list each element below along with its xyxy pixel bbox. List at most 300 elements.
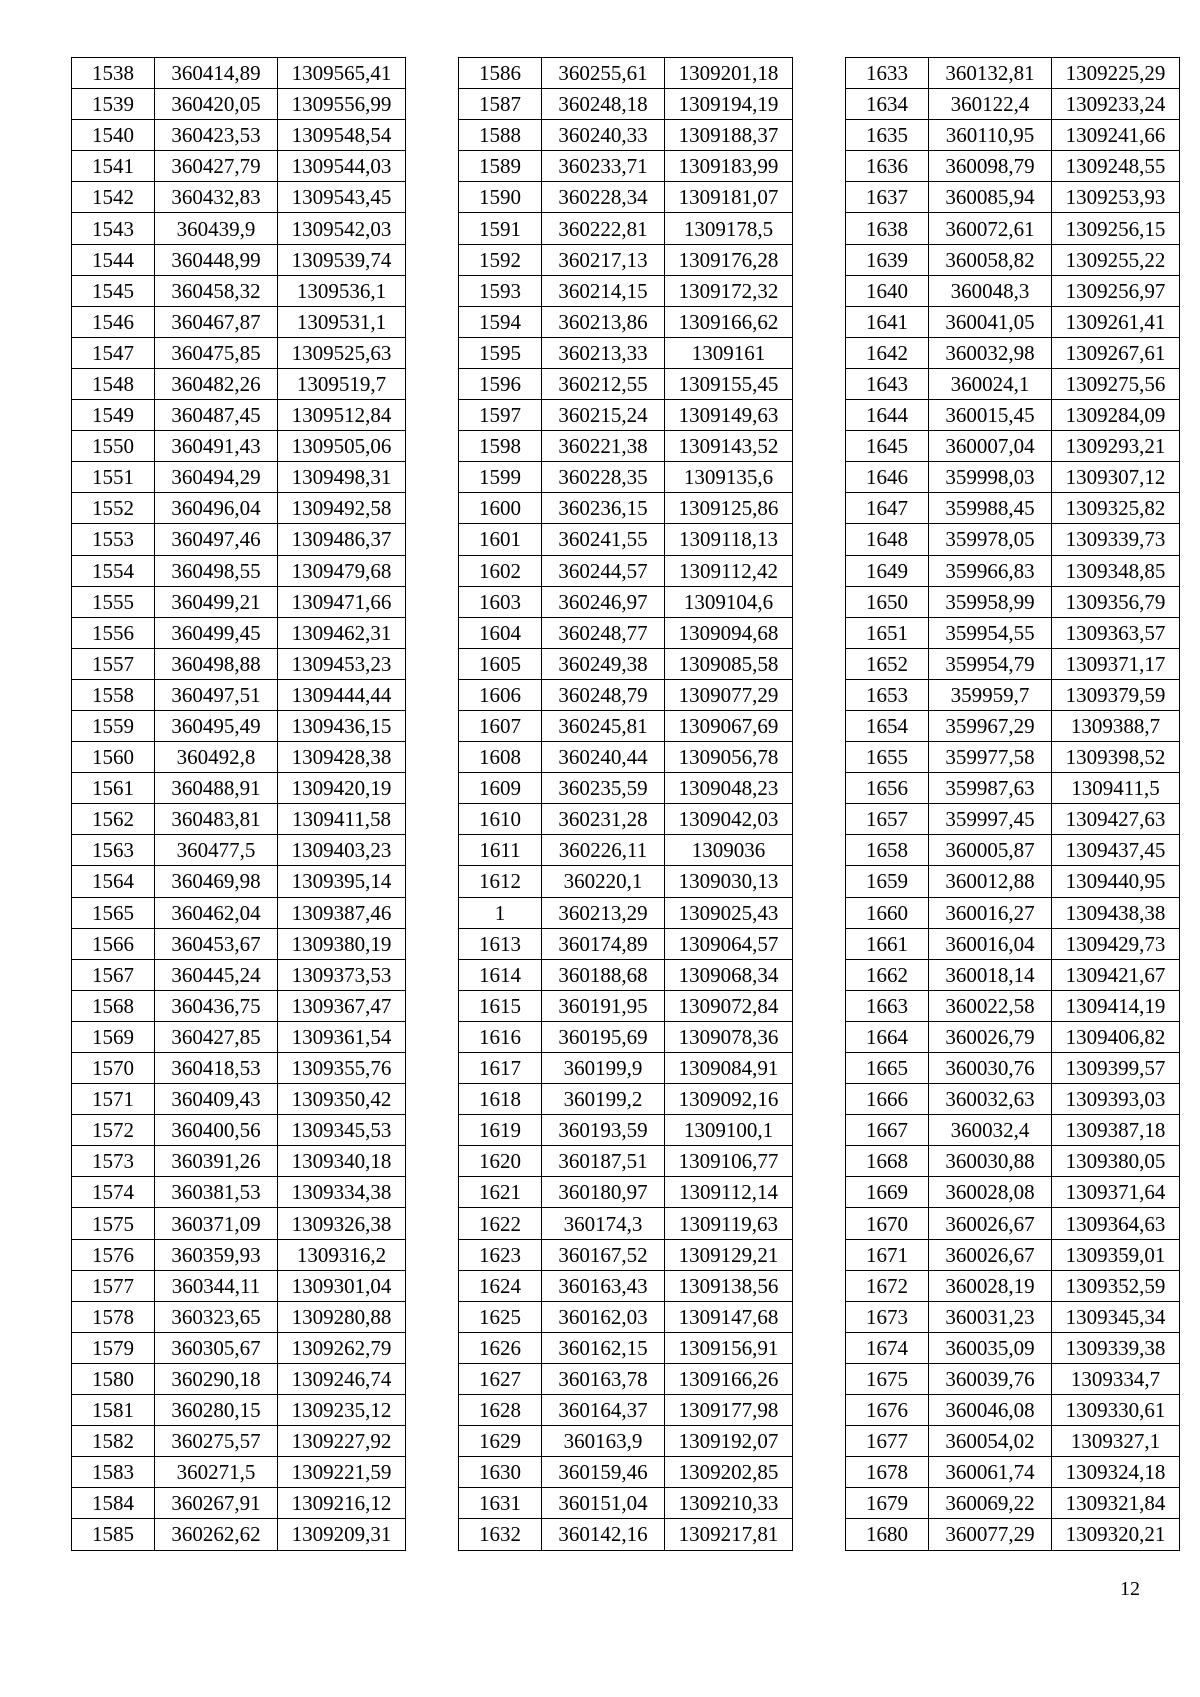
table-row [846,431,1180,462]
point-number-cell: 1595 [459,337,542,368]
x-coordinate-cell: 360162,15 [542,1332,665,1363]
x-coordinate-cell: 360163,43 [542,1270,665,1301]
point-number-cell: 1538 [72,58,155,89]
table-row [846,710,1180,741]
table-row [72,959,406,990]
y-coordinate-cell: 1309421,67 [1052,959,1180,990]
table-row [72,1177,406,1208]
y-coordinate-cell: 1309112,42 [665,555,793,586]
x-coordinate-cell: 359959,7 [929,679,1052,710]
y-coordinate-cell: 1309352,59 [1052,1270,1180,1301]
table-row [846,897,1180,928]
x-coordinate-cell: 360215,24 [542,400,665,431]
table-row [459,1021,793,1052]
point-number-cell: 1646 [846,462,929,493]
point-number-cell: 1666 [846,1084,929,1115]
point-number-cell: 1591 [459,213,542,244]
point-number-cell: 1675 [846,1363,929,1394]
x-coordinate-cell: 360026,67 [929,1208,1052,1239]
y-coordinate-cell: 1309068,34 [665,959,793,990]
point-number-cell: 1628 [459,1395,542,1426]
x-coordinate-cell: 360305,67 [155,1332,278,1363]
point-number-cell: 1589 [459,151,542,182]
table-row [846,182,1180,213]
point-number-cell: 1662 [846,959,929,990]
table-row [846,1146,1180,1177]
point-number-cell: 1544 [72,244,155,275]
x-coordinate-cell: 360041,05 [929,306,1052,337]
x-coordinate-cell: 360213,86 [542,306,665,337]
point-number-cell: 1563 [72,835,155,866]
y-coordinate-cell: 1309379,59 [1052,679,1180,710]
table-row [72,244,406,275]
x-coordinate-cell: 360191,95 [542,990,665,1021]
y-coordinate-cell: 1309216,12 [278,1488,406,1519]
point-number-cell: 1634 [846,89,929,120]
y-coordinate-cell: 1309177,98 [665,1395,793,1426]
table-row [846,462,1180,493]
y-coordinate-cell: 1309135,6 [665,462,793,493]
point-number-cell: 1569 [72,1021,155,1052]
table-row [459,866,793,897]
y-coordinate-cell: 1309359,01 [1052,1239,1180,1270]
table-row [846,1115,1180,1146]
table-row [459,431,793,462]
x-coordinate-cell: 360371,09 [155,1208,278,1239]
y-coordinate-cell: 1309325,82 [1052,493,1180,524]
x-coordinate-cell: 360400,56 [155,1115,278,1146]
point-number-cell: 1600 [459,493,542,524]
y-coordinate-cell: 1309420,19 [278,773,406,804]
y-coordinate-cell: 1309320,21 [1052,1519,1180,1550]
x-coordinate-cell: 359967,29 [929,710,1052,741]
table-row [846,89,1180,120]
table-row [846,742,1180,773]
table-row [72,773,406,804]
x-coordinate-cell: 360280,15 [155,1395,278,1426]
x-coordinate-cell: 360061,74 [929,1457,1052,1488]
x-coordinate-cell: 359966,83 [929,555,1052,586]
point-number-cell: 1639 [846,244,929,275]
x-coordinate-cell: 360159,46 [542,1457,665,1488]
table-row [459,1488,793,1519]
x-coordinate-cell: 360035,09 [929,1332,1052,1363]
table-row [846,835,1180,866]
y-coordinate-cell: 1309155,45 [665,368,793,399]
point-number-cell: 1613 [459,928,542,959]
point-number-cell: 1564 [72,866,155,897]
point-number-cell: 1598 [459,431,542,462]
y-coordinate-cell: 1309284,09 [1052,400,1180,431]
x-coordinate-cell: 360032,63 [929,1084,1052,1115]
point-number-cell: 1610 [459,804,542,835]
point-number-cell: 1545 [72,275,155,306]
point-number-cell: 1632 [459,1519,542,1550]
x-coordinate-cell: 360220,1 [542,866,665,897]
table-row [459,1301,793,1332]
point-number-cell: 1547 [72,337,155,368]
point-number-cell: 1674 [846,1332,929,1363]
x-coordinate-cell: 360458,32 [155,275,278,306]
y-coordinate-cell: 1309138,56 [665,1270,793,1301]
point-number-cell: 1574 [72,1177,155,1208]
x-coordinate-cell: 360418,53 [155,1053,278,1084]
y-coordinate-cell: 1309042,03 [665,804,793,835]
point-number-cell: 1650 [846,586,929,617]
x-coordinate-cell: 360005,87 [929,835,1052,866]
x-coordinate-cell: 360222,81 [542,213,665,244]
x-coordinate-cell: 360085,94 [929,182,1052,213]
y-coordinate-cell: 1309388,7 [1052,710,1180,741]
table-row [459,928,793,959]
y-coordinate-cell: 1309403,23 [278,835,406,866]
y-coordinate-cell: 1309221,59 [278,1457,406,1488]
table-row [72,897,406,928]
y-coordinate-cell: 1309427,63 [1052,804,1180,835]
point-number-cell: 1658 [846,835,929,866]
point-number-cell: 1679 [846,1488,929,1519]
point-number-cell: 1635 [846,120,929,151]
x-coordinate-cell: 359954,55 [929,617,1052,648]
y-coordinate-cell: 1309104,6 [665,586,793,617]
y-coordinate-cell: 1309371,17 [1052,648,1180,679]
point-number-cell: 1636 [846,151,929,182]
x-coordinate-cell: 360151,04 [542,1488,665,1519]
x-coordinate-cell: 360499,45 [155,617,278,648]
x-coordinate-cell: 360271,5 [155,1457,278,1488]
point-number-cell: 1653 [846,679,929,710]
table-row [846,493,1180,524]
x-coordinate-cell: 360494,29 [155,462,278,493]
table-row [72,462,406,493]
y-coordinate-cell: 1309330,61 [1052,1395,1180,1426]
x-coordinate-cell: 360163,78 [542,1363,665,1394]
table-row [846,586,1180,617]
x-coordinate-cell: 360032,4 [929,1115,1052,1146]
x-coordinate-cell: 360248,79 [542,679,665,710]
point-number-cell: 1556 [72,617,155,648]
x-coordinate-cell: 360231,28 [542,804,665,835]
y-coordinate-cell: 1309166,26 [665,1363,793,1394]
table-row [72,368,406,399]
table-row [72,804,406,835]
table-row [459,1146,793,1177]
x-coordinate-cell: 360110,95 [929,120,1052,151]
x-coordinate-cell: 360445,24 [155,959,278,990]
table-row [846,524,1180,555]
x-coordinate-cell: 360030,88 [929,1146,1052,1177]
table-row [72,306,406,337]
table-row [459,586,793,617]
point-number-cell: 1588 [459,120,542,151]
x-coordinate-cell: 360228,35 [542,462,665,493]
point-number-cell: 1661 [846,928,929,959]
x-coordinate-cell: 360235,59 [542,773,665,804]
table-row [459,120,793,151]
y-coordinate-cell: 1309438,38 [1052,897,1180,928]
table-row [846,773,1180,804]
table-row [459,151,793,182]
x-coordinate-cell: 360221,38 [542,431,665,462]
point-number-cell: 1541 [72,151,155,182]
y-coordinate-cell: 1309444,44 [278,679,406,710]
y-coordinate-cell: 1309143,52 [665,431,793,462]
y-coordinate-cell: 1309078,36 [665,1021,793,1052]
x-coordinate-cell: 360199,2 [542,1084,665,1115]
y-coordinate-cell: 1309373,53 [278,959,406,990]
table-row [459,400,793,431]
y-coordinate-cell: 1309321,84 [1052,1488,1180,1519]
x-coordinate-cell: 360032,98 [929,337,1052,368]
table-row [846,648,1180,679]
point-number-cell: 1631 [459,1488,542,1519]
x-coordinate-cell: 360048,3 [929,275,1052,306]
x-coordinate-cell: 360420,05 [155,89,278,120]
point-number-cell: 1640 [846,275,929,306]
table-row [72,182,406,213]
y-coordinate-cell: 1309100,1 [665,1115,793,1146]
point-number-cell: 1551 [72,462,155,493]
point-number-cell: 1626 [459,1332,542,1363]
table-row [846,1021,1180,1052]
point-number-cell: 1566 [72,928,155,959]
table-row [72,151,406,182]
y-coordinate-cell: 1309194,19 [665,89,793,120]
y-coordinate-cell: 1309235,12 [278,1395,406,1426]
y-coordinate-cell: 1309406,82 [1052,1021,1180,1052]
point-number-cell: 1622 [459,1208,542,1239]
point-number-cell: 1553 [72,524,155,555]
table-row [459,1426,793,1457]
point-number-cell: 1656 [846,773,929,804]
point-number-cell: 1587 [459,89,542,120]
point-number-cell: 1581 [72,1395,155,1426]
table-row [459,524,793,555]
y-coordinate-cell: 1309217,81 [665,1519,793,1550]
point-number-cell: 1680 [846,1519,929,1550]
point-number-cell: 1652 [846,648,929,679]
point-number-cell: 1565 [72,897,155,928]
y-coordinate-cell: 1309176,28 [665,244,793,275]
point-number-cell: 1582 [72,1426,155,1457]
y-coordinate-cell: 1309119,63 [665,1208,793,1239]
table-row [846,120,1180,151]
point-number-cell: 1648 [846,524,929,555]
x-coordinate-cell: 360497,46 [155,524,278,555]
y-coordinate-cell: 1309125,86 [665,493,793,524]
x-coordinate-cell: 360492,8 [155,742,278,773]
table-row [72,1519,406,1550]
point-number-cell: 1663 [846,990,929,1021]
table-row [846,679,1180,710]
table-row [459,1519,793,1550]
table-row [846,244,1180,275]
y-coordinate-cell: 1309556,99 [278,89,406,120]
x-coordinate-cell: 360031,23 [929,1301,1052,1332]
x-coordinate-cell: 360487,45 [155,400,278,431]
table-row [459,1177,793,1208]
x-coordinate-cell: 360058,82 [929,244,1052,275]
point-number-cell: 1657 [846,804,929,835]
y-coordinate-cell: 1309256,97 [1052,275,1180,306]
x-coordinate-cell: 360432,83 [155,182,278,213]
x-coordinate-cell: 360495,49 [155,710,278,741]
table-row [459,275,793,306]
x-coordinate-cell: 360132,81 [929,58,1052,89]
table-row [459,710,793,741]
y-coordinate-cell: 1309147,68 [665,1301,793,1332]
x-coordinate-cell: 360199,9 [542,1053,665,1084]
table-row [846,213,1180,244]
y-coordinate-cell: 1309429,73 [1052,928,1180,959]
table-row [459,679,793,710]
x-coordinate-cell: 360174,3 [542,1208,665,1239]
point-number-cell: 1571 [72,1084,155,1115]
point-number-cell: 1673 [846,1301,929,1332]
table-row [846,1426,1180,1457]
x-coordinate-cell: 360467,87 [155,306,278,337]
point-number-cell: 1665 [846,1053,929,1084]
y-coordinate-cell: 1309181,07 [665,182,793,213]
y-coordinate-cell: 1309267,61 [1052,337,1180,368]
table-row [72,928,406,959]
x-coordinate-cell: 360022,58 [929,990,1052,1021]
table-row [846,1301,1180,1332]
x-coordinate-cell: 360122,4 [929,89,1052,120]
table-row [459,493,793,524]
table-row [459,773,793,804]
table-row [846,804,1180,835]
y-coordinate-cell: 1309178,5 [665,213,793,244]
y-coordinate-cell: 1309542,03 [278,213,406,244]
x-coordinate-cell: 360167,52 [542,1239,665,1270]
table-row [459,368,793,399]
x-coordinate-cell: 360359,93 [155,1239,278,1270]
table-row [72,431,406,462]
point-number-cell: 1641 [846,306,929,337]
point-number-cell: 1584 [72,1488,155,1519]
table-row [459,337,793,368]
point-number-cell: 1647 [846,493,929,524]
y-coordinate-cell: 1309048,23 [665,773,793,804]
x-coordinate-cell: 360240,33 [542,120,665,151]
table-row [459,1270,793,1301]
y-coordinate-cell: 1309398,52 [1052,742,1180,773]
y-coordinate-cell: 1309183,99 [665,151,793,182]
y-coordinate-cell: 1309350,42 [278,1084,406,1115]
point-number-cell: 1621 [459,1177,542,1208]
table-row [846,1239,1180,1270]
y-coordinate-cell: 1309380,19 [278,928,406,959]
table-row [459,462,793,493]
point-number-cell: 1570 [72,1053,155,1084]
x-coordinate-cell: 360248,18 [542,89,665,120]
table-row [72,1208,406,1239]
point-number-cell: 1625 [459,1301,542,1332]
table-row [459,1363,793,1394]
table-row [72,648,406,679]
x-coordinate-cell: 360448,99 [155,244,278,275]
table-row [846,151,1180,182]
point-number-cell: 1561 [72,773,155,804]
y-coordinate-cell: 1309505,06 [278,431,406,462]
point-number-cell: 1590 [459,182,542,213]
y-coordinate-cell: 1309512,84 [278,400,406,431]
x-coordinate-cell: 359988,45 [929,493,1052,524]
table-row [846,555,1180,586]
x-coordinate-cell: 360193,59 [542,1115,665,1146]
y-coordinate-cell: 1309371,64 [1052,1177,1180,1208]
x-coordinate-cell: 359997,45 [929,804,1052,835]
y-coordinate-cell: 1309307,12 [1052,462,1180,493]
y-coordinate-cell: 1309411,5 [1052,773,1180,804]
x-coordinate-cell: 360026,67 [929,1239,1052,1270]
y-coordinate-cell: 1309156,91 [665,1332,793,1363]
table-row [846,1208,1180,1239]
table-row [72,493,406,524]
y-coordinate-cell: 1309064,57 [665,928,793,959]
table-row [72,1457,406,1488]
y-coordinate-cell: 1309395,14 [278,866,406,897]
table-row [459,244,793,275]
x-coordinate-cell: 360498,88 [155,648,278,679]
point-number-cell: 1555 [72,586,155,617]
table-row [72,1115,406,1146]
point-number-cell: 1 [459,897,542,928]
point-number-cell: 1539 [72,89,155,120]
table-row [846,1332,1180,1363]
y-coordinate-cell: 1309498,31 [278,462,406,493]
table-row [459,306,793,337]
y-coordinate-cell: 1309084,91 [665,1053,793,1084]
point-number-cell: 1668 [846,1146,929,1177]
table-row [846,1395,1180,1426]
y-coordinate-cell: 1309565,41 [278,58,406,89]
table-row [459,555,793,586]
y-coordinate-cell: 1309056,78 [665,742,793,773]
point-number-cell: 1676 [846,1395,929,1426]
table-row [846,306,1180,337]
x-coordinate-cell: 360244,57 [542,555,665,586]
point-number-cell: 1627 [459,1363,542,1394]
point-number-cell: 1637 [846,182,929,213]
point-number-cell: 1630 [459,1457,542,1488]
point-number-cell: 1604 [459,617,542,648]
coordinates-table-1 [71,57,406,1551]
y-coordinate-cell: 1309364,63 [1052,1208,1180,1239]
point-number-cell: 1579 [72,1332,155,1363]
y-coordinate-cell: 1309036 [665,835,793,866]
x-coordinate-cell: 360028,19 [929,1270,1052,1301]
x-coordinate-cell: 360482,26 [155,368,278,399]
y-coordinate-cell: 1309531,1 [278,306,406,337]
point-number-cell: 1611 [459,835,542,866]
point-number-cell: 1546 [72,306,155,337]
y-coordinate-cell: 1309440,95 [1052,866,1180,897]
point-number-cell: 1615 [459,990,542,1021]
x-coordinate-cell: 360469,98 [155,866,278,897]
table-row [846,368,1180,399]
point-number-cell: 1620 [459,1146,542,1177]
table-row [72,555,406,586]
table-row [72,835,406,866]
x-coordinate-cell: 360262,62 [155,1519,278,1550]
table-row [72,586,406,617]
x-coordinate-cell: 360024,1 [929,368,1052,399]
table-row [72,213,406,244]
x-coordinate-cell: 360255,61 [542,58,665,89]
point-number-cell: 1614 [459,959,542,990]
